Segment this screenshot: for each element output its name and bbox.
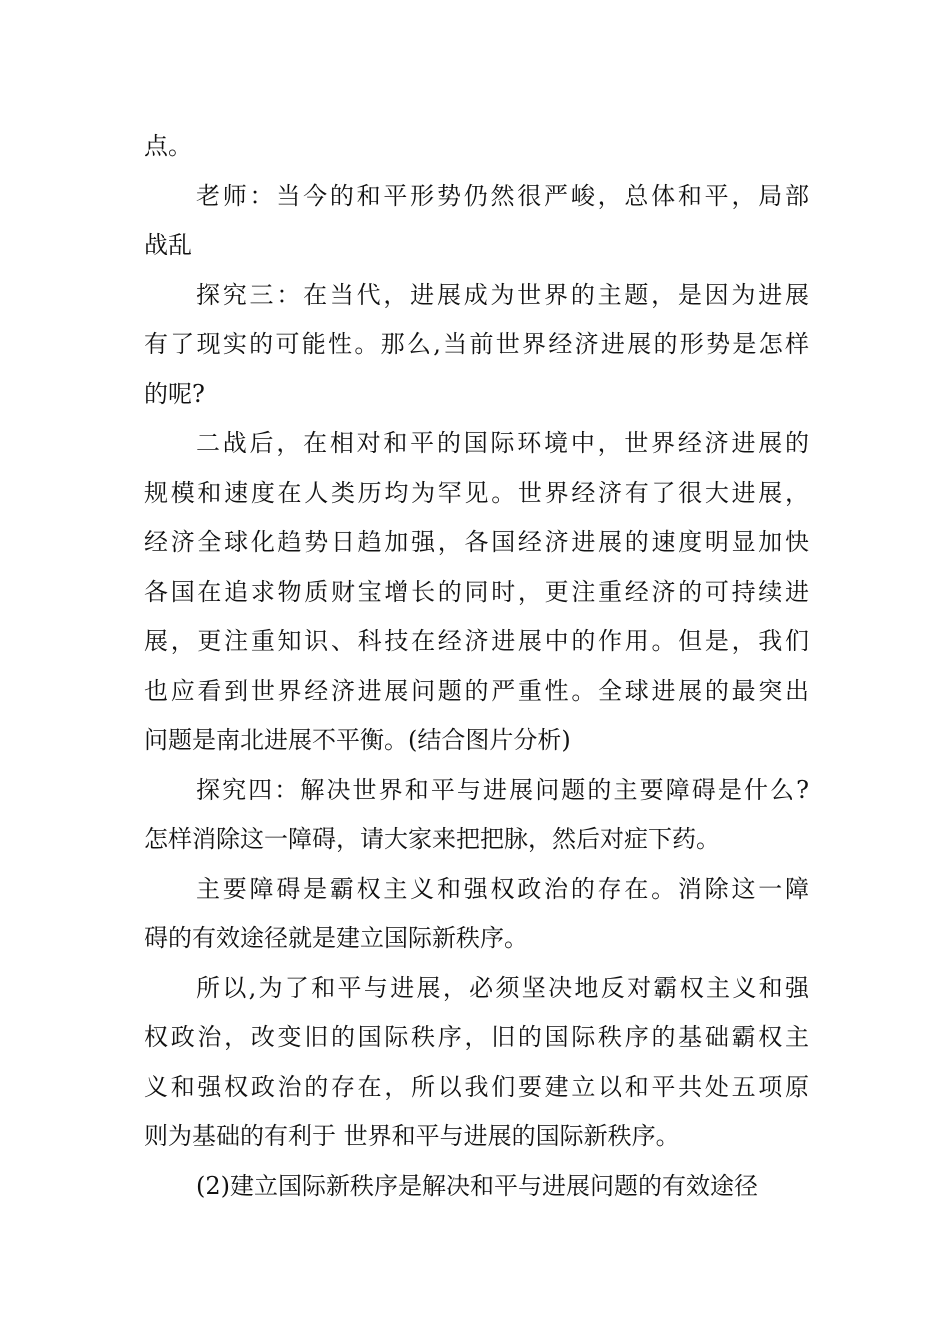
text-line: 问题是南北进展不平衡。(结合图片分析) (144, 726, 571, 754)
text-line: 探究三：在当代，进展成为世界的主题，是因为进展 (196, 280, 809, 309)
text-line: 怎样消除这一障碍，请大家来把把脉，然后对症下药。 (144, 825, 720, 853)
text-line: 的呢? (144, 379, 205, 408)
text-line: 各国在追求物质财宝增长的同时，更注重经济的可持续进 (144, 577, 809, 606)
text-line: 点。 (144, 132, 192, 160)
text-line: 老师：当今的和平形势仍然很严峻，总体和平，局部 (196, 181, 809, 210)
text-line: 权政治，改变旧的国际秩序，旧的国际秩序的基础霸权主 (144, 1023, 809, 1051)
text-line: 也应看到世界经济进展问题的严重性。全球进展的最突出 (144, 676, 809, 705)
text-line: 有了现实的可能性。那么,当前世界经济进展的形势是怎样 (144, 330, 809, 358)
text-line: 展，更注重知识、科技在经济进展中的作用。但是，我们 (144, 627, 809, 655)
text-line: 义和强权政治的存在，所以我们要建立以和平共处五项原 (144, 1072, 809, 1101)
text-line: 所以,为了和平与进展，必须坚决地反对霸权主义和强 (196, 973, 809, 1002)
text-line: 则为基础的有利于 世界和平与进展的国际新秩序。 (144, 1122, 680, 1150)
text-line: 碍的有效途径就是建立国际新秩序。 (144, 924, 528, 952)
text-line: 探究四：解决世界和平与进展问题的主要障碍是什么? (196, 775, 809, 804)
text-line: 规模和速度在人类历均为罕见。世界经济有了很大进展， (144, 478, 809, 507)
text-line: 二战后，在相对和平的国际环境中，世界经济进展的 (196, 429, 809, 457)
text-line: 战乱 (144, 231, 192, 259)
text-line: 主要障碍是霸权主义和强权政治的存在。消除这一障 (196, 874, 809, 903)
text-line: (2)建立国际新秩序是解决和平与进展问题的有效途径 (196, 1171, 758, 1200)
text-line: 经济全球化趋势日趋加强，各国经济进展的速度明显加快 (144, 528, 809, 556)
document-body (144, 122, 809, 1211)
